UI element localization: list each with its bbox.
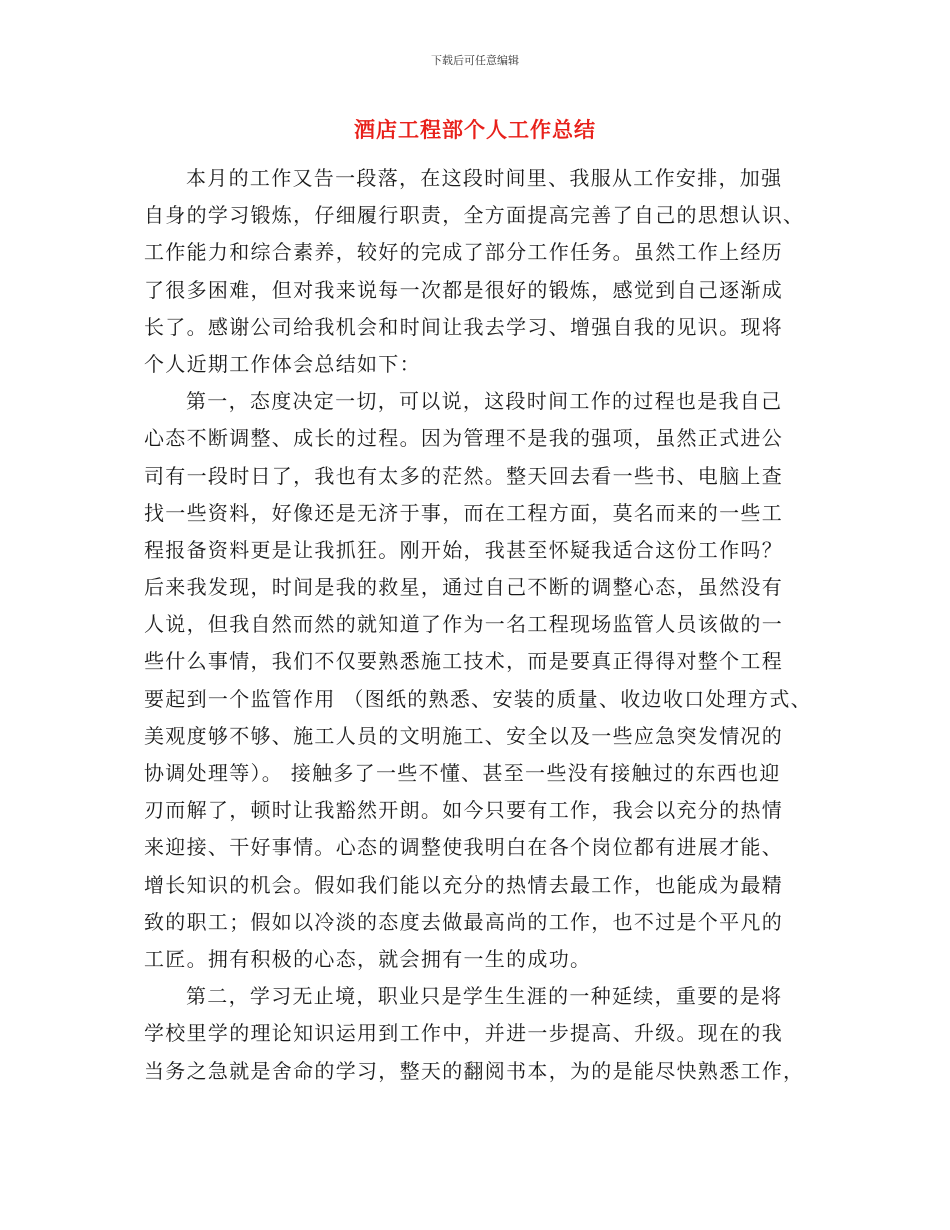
paragraph-line: 增长知识的机会。假如我们能以充分的热情去最工作，也能成为最精: [144, 872, 783, 897]
paragraph-line: 协调处理等）。 接触多了一些不懂、甚至一些没有接触过的东西也迎: [144, 761, 781, 785]
paragraph-line: 自身的学习锻炼，仔细履行职责，全方面提高完善了自己的思想认识、: [144, 203, 805, 228]
paragraph-line: 长了。感谢公司给我机会和时间让我去学习、增强自我的见识。现将: [144, 314, 783, 339]
paragraph-line: 来迎接、干好事情。心态的调整使我明白在各个岗位都有进展才能、: [144, 835, 783, 860]
paragraph-line: 本月的工作又告一段落，在这段时间里、我服从工作安排，加强: [186, 166, 783, 190]
paragraph-line: 司有一段时日了，我也有太多的茫然。整天回去看一些书、电脑上查: [144, 463, 783, 488]
paragraph-line: 当务之急就是舍命的学习，整天的翻阅书本，为的是能尽快熟悉工作，: [144, 1058, 805, 1083]
body-text: [144, 160, 824, 1090]
paragraph-line: 第一，态度决定一切，可以说，这段时间工作的过程也是我自己: [186, 389, 783, 414]
paragraph-line: 找一些资料，好像还是无济于事，而在工程方面，莫名而来的一些工: [144, 500, 783, 525]
document-title: 酒店工程部个人工作总结: [354, 117, 596, 142]
header-note: 下载后可任意编辑: [431, 54, 519, 67]
paragraph-line: 美观度够不够、施工人员的文明施工、安全以及一些应急突发情况的: [144, 723, 783, 748]
paragraph-line: 人说，但我自然而然的就知道了作为一名工程现场监管人员该做的一: [144, 612, 783, 637]
paragraph-line: 个人近期工作体会总结如下：: [144, 351, 421, 376]
paragraph-line: 致的职工；假如以冷淡的态度去做最高尚的工作，也不过是个平凡的: [144, 909, 783, 934]
paragraph-line: 心态不断调整、成长的过程。因为管理不是我的强项，虽然正式进公: [144, 426, 783, 451]
paragraph-line: 程报备资料更是让我抓狂。刚开始，我甚至怀疑我适合这份工作吗？: [144, 537, 783, 562]
paragraph-line: 第二，学习无止境，职业只是学生生涯的一种延续，重要的是将: [186, 984, 783, 1009]
paragraph-line: 些什么事情，我们不仅要熟悉施工技术，而是要真正得得对整个工程: [144, 649, 783, 674]
paragraph-line: 学校里学的理论知识运用到工作中，并进一步提高、升级。现在的我: [144, 1021, 783, 1046]
paragraph-line: 工匠。拥有积极的心态，就会拥有一生的成功。: [144, 946, 592, 971]
paragraph-line: 了很多困难，但对我来说每一次都是很好的锻炼，感觉到自己逐渐成: [144, 277, 783, 302]
paragraph-line: 刃而解了，顿时让我豁然开朗。如今只要有工作，我会以充分的热情: [144, 798, 783, 823]
paragraph-line: 工作能力和综合素养，较好的完成了部分工作任务。虽然工作上经历: [144, 240, 783, 265]
paragraph-line: 要起到一个监管作用 （图纸的熟悉、安装的质量、收边收口处理方式、: [144, 686, 812, 711]
paragraph-line: 后来我发现，时间是我的救星，通过自己不断的调整心态，虽然没有: [144, 575, 783, 600]
